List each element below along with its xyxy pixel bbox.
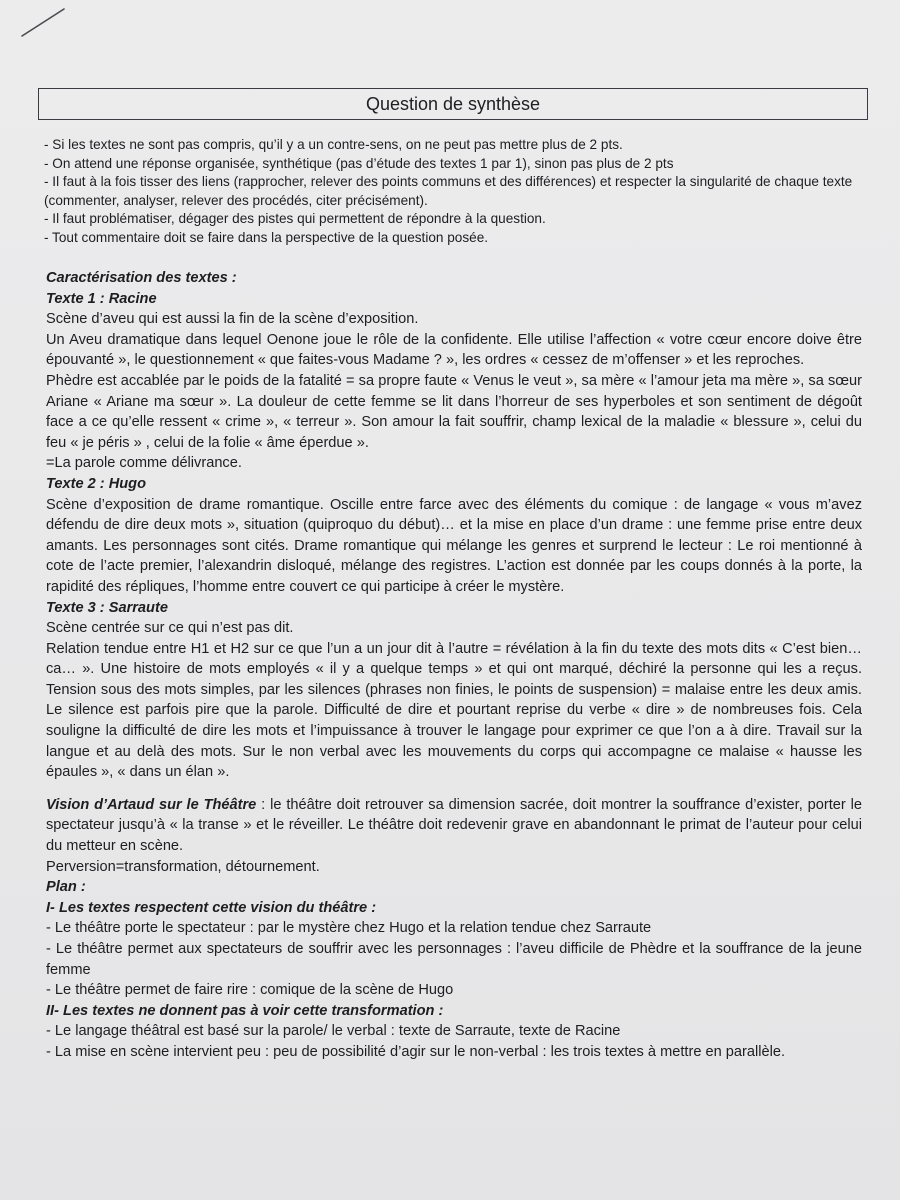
plan-part2-heading: II- Les textes ne donnent pas à voir cette transformation : <box>46 1002 444 1019</box>
spacer <box>46 783 862 795</box>
texte3-paragraph: Scène centrée sur ce qui n’est pas dit. <box>46 620 294 637</box>
rule-item: - Tout commentaire doit se faire dans la perspective de la question posée. <box>44 229 489 245</box>
rule-item: - Si les textes ne sont pas compris, qu’il y a un contre-sens, on ne peut pas mettre plus de 2 pts. <box>44 137 623 152</box>
perversion-definition: Perversion=transformation, détournement. <box>46 858 320 875</box>
pen-stroke-mark <box>18 6 68 38</box>
plan-part1-heading: I- Les textes respectent cette vision du théâtre : <box>46 899 377 916</box>
rule-item: - On attend une réponse organisée, synthétique (pas d’étude des textes 1 par 1), sinon pas plus de 2 pts <box>44 155 674 171</box>
texte1-paragraph: =La parole comme délivrance. <box>46 455 242 472</box>
texte1-paragraph: Phèdre est accablée par le poids de la fatalité = sa propre faute « Venus le veut », sa mère « l’amour jeta ma mère », sa sœur Ariane « Ariane ma sœur ». La douleur de cette femme se lit dans l’horreur de ses hyperboles et son sentiment de dégoût face a ce qu’elle ressent « crime », « terreur ». Son amour la fait souffrir, champ lexical de la maladie « blessure », celui du feu « je péris » , celui de la folie « âme éperdue ». <box>46 372 862 451</box>
page-title: Question de synthèse <box>38 88 868 120</box>
texte1-heading: Texte 1 : Racine <box>46 290 157 307</box>
plan-item: - Le langage théâtral est basé sur la parole/ le verbal : texte de Sarraute, texte de Racine <box>46 1023 621 1040</box>
section-heading-characterisation: Caractérisation des textes : <box>46 270 237 286</box>
texte3-paragraph: Relation tendue entre H1 et H2 sur ce que l’un a un jour dit à l’autre = révélation à la fin du texte des mots dits « C’est bien… ca… ». Une histoire de mots employés « il y a quelque temps » et qui ont marqué, déchiré la personne qui les a reçus. Tension sous des mots simples, par les silences (phrases non finies, le points de suspension) = malaise entre les deux amis. Le silence est parfois pire que la parole. Difficulté de dire et pourtant reprise du verbe « dire » de nombreuses fois. Cela souligne la difficulté de dire les mots et l’impuissance à trouver le langage pour exprimer ce que l’on a à dire. Travail sur la langue et au delà des mots. Sur le non verbal avec les mouvements du corps qui accompagne ce malaise « hausse les épaules », « dans un élan ». <box>46 640 862 781</box>
plan-item: - Le théâtre porte le spectateur : par le mystère chez Hugo et la relation tendue chez Sarraute <box>46 920 652 937</box>
texte1-paragraph: Un Aveu dramatique dans lequel Oenone joue le rôle de la confidente. Elle utilise l’affection « votre cœur encore doive être épouvanté », le questionnement « que faites-vous Madame ? », les ordres « cessez de m’offenser » et les reproches. <box>46 331 862 369</box>
artaud-heading: Vision d’Artaud sur le Théâtre <box>46 796 257 813</box>
rule-item: - Il faut problématiser, dégager des pistes qui permettent de répondre à la question. <box>44 211 546 227</box>
document-body <box>46 268 862 1063</box>
plan-item: - Le théâtre permet de faire rire : comique de la scène de Hugo <box>46 982 454 999</box>
texte2-paragraph: Scène d’exposition de drame romantique. Oscille entre farce avec des éléments du comique : de langage « vous m’avez défendu de dire deux mots », situation (quiproquo du début)… et la mise en place d’un drame : une femme prise entre deux amants. Les personnages sont cités. Drame romantique qui mélange les genres et surprend le lecteur : Le roi mentionné à cote de l’acte premier, l’alexandrin disloqué, mélange des registres. L’action est donnée par les coups donnés à la porte, la rapidité des répliques, l’homme entre couvert ce qui participe à créer le mystère. <box>46 496 862 595</box>
plan-heading: Plan : <box>46 879 86 896</box>
artaud-text: : le théâtre doit retrouver sa dimension sacrée, doit montrer la souffrance d’exister, porter le spectateur jusqu’à « la transe » et le réveiller. Le théâtre doit redevenir grave en abandonnant le primat de l’auteur pour celui du metteur en scène. <box>46 796 862 855</box>
texte3-heading: Texte 3 : Sarraute <box>46 599 168 616</box>
plan-item: - La mise en scène intervient peu : peu de possibilité d’agir sur le non-verbal : les trois textes à mettre en parallèle. <box>46 1043 785 1060</box>
texte1-paragraph: Scène d’aveu qui est aussi la fin de la scène d’exposition. <box>46 311 419 328</box>
texte2-heading: Texte 2 : Hugo <box>46 475 147 492</box>
plan-item: - Le théâtre permet aux spectateurs de souffrir avec les personnages : l’aveu difficile de Phèdre et la souffrance de la jeune femme <box>46 941 862 978</box>
artaud-paragraph <box>46 795 862 857</box>
rule-item: - Il faut à la fois tisser des liens (rapprocher, relever des points communs et des différences) et respecter la singularité de chaque texte (commenter, analyser, relever des procédés, citer précisément). <box>44 174 853 208</box>
grading-rules <box>44 136 864 248</box>
